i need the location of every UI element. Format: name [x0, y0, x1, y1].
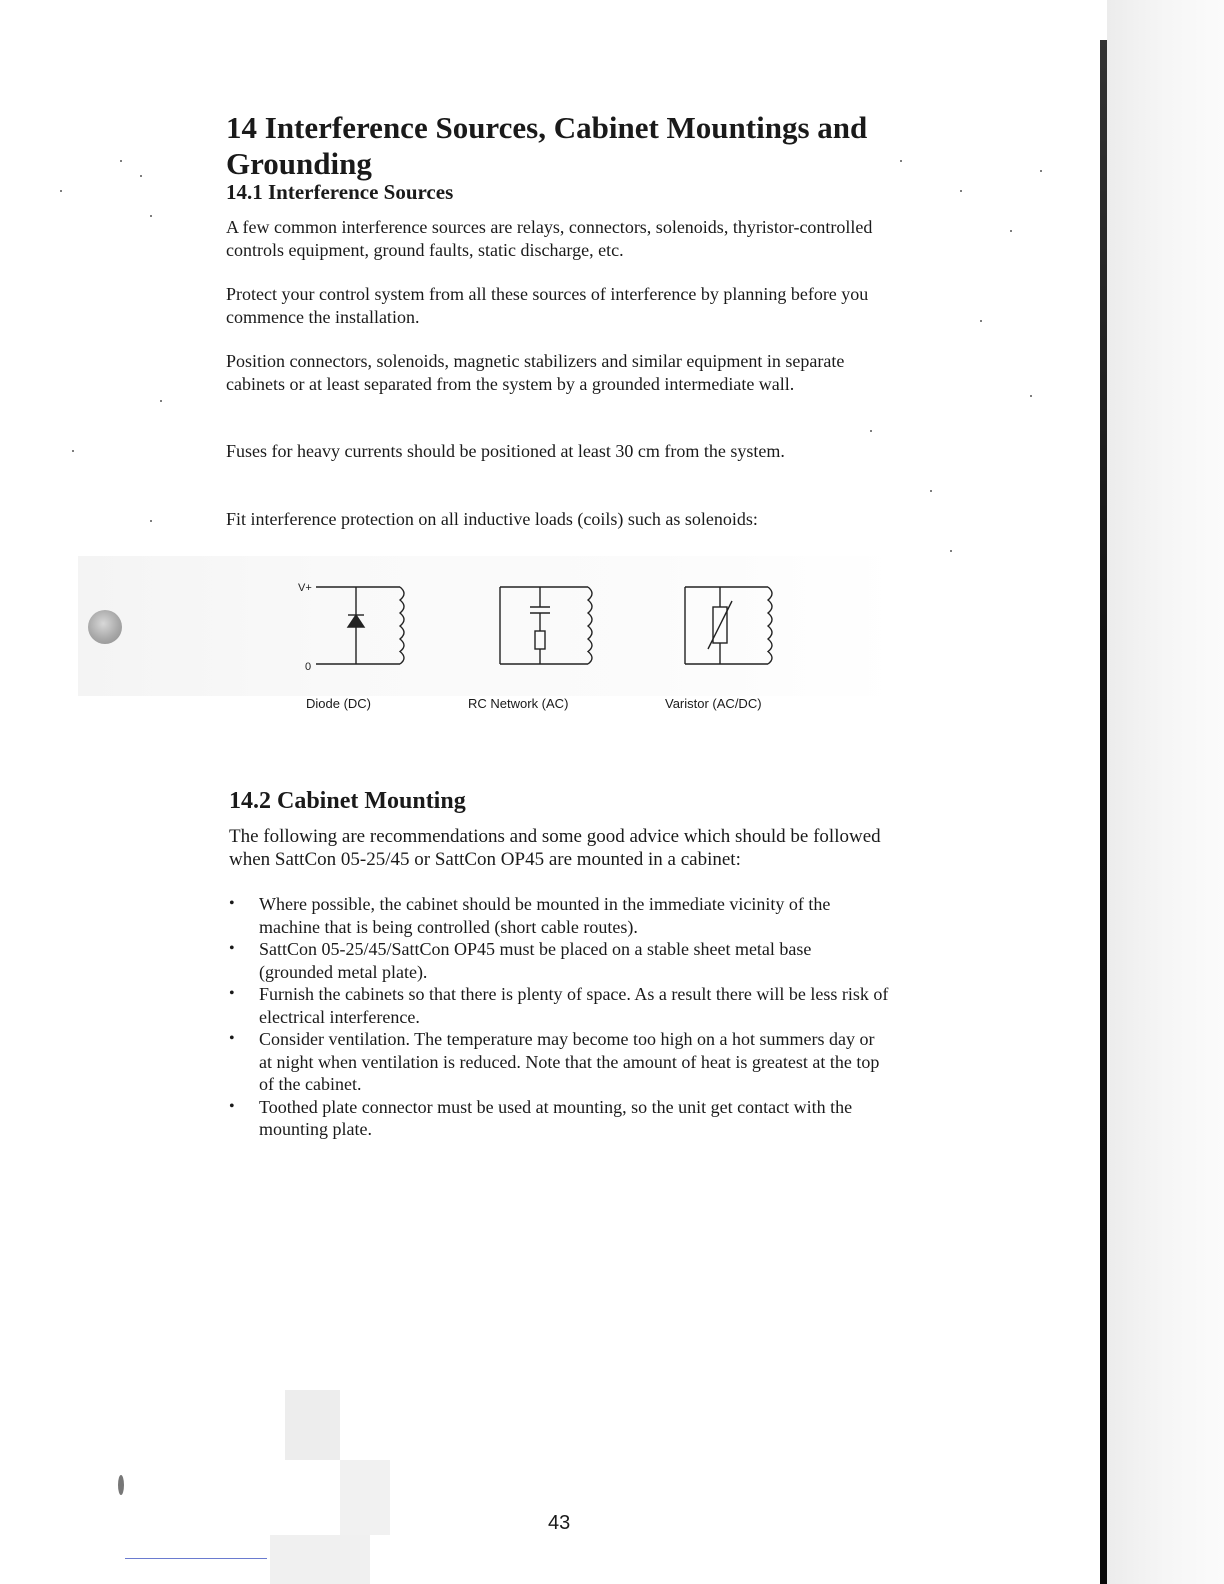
list-item-text: Where possible, the cabinet should be mounted in the immediate vicinity of the machine that is being controlled (short cable routes).: [259, 894, 831, 937]
scan-artifact: [118, 1475, 124, 1495]
scan-artifact: [270, 1535, 370, 1584]
scan-artifact: [285, 1390, 340, 1460]
punch-hole: [88, 610, 122, 644]
subsection-title-cabinet: 14.2 Cabinet Mounting: [229, 788, 466, 814]
coil-icon: [400, 587, 404, 664]
scan-speck: [120, 160, 122, 162]
suppression-circuit-diagrams: [290, 575, 810, 675]
varistor-circuit: [685, 587, 772, 664]
bullet-icon: •: [229, 1097, 235, 1115]
bullet-icon: •: [229, 895, 235, 912]
diode-circuit: [298, 582, 404, 673]
scan-speck: [150, 520, 152, 522]
diode-icon: [348, 615, 364, 627]
bullet-icon: •: [229, 940, 235, 957]
scan-speck: [160, 400, 162, 402]
ground-label: 0: [305, 661, 312, 673]
supply-label: V+: [298, 582, 312, 594]
scan-edge-shadow: [1107, 0, 1224, 1584]
scan-speck: [950, 550, 952, 552]
subsection-title-interference: 14.1 Interference Sources: [226, 180, 454, 204]
scan-speck: [60, 190, 62, 192]
scan-speck: [980, 320, 982, 322]
paragraph-fuses: Fuses for heavy currents should be positioned at least 30 cm from the system.: [226, 441, 785, 461]
bullet-icon: •: [229, 1030, 235, 1047]
scan-speck: [1040, 170, 1042, 172]
scan-speck: [140, 175, 142, 177]
list-item: [229, 1028, 889, 1096]
scan-speck: [960, 190, 962, 192]
list-item-text: Toothed plate connector must be used at mounting, so the unit get contact with the mounting plate.: [259, 1096, 853, 1139]
list-item: [229, 1096, 889, 1141]
scan-artifact: [125, 1558, 267, 1559]
page-number: 43: [548, 1512, 571, 1534]
caption-rc-network: RC Network (AC): [468, 696, 569, 711]
caption-diode: Diode (DC): [306, 696, 372, 711]
caption-varistor: Varistor (AC/DC): [665, 696, 762, 711]
paragraph-position-equipment: Position connectors, solenoids, magnetic stabilizers and similar equipment in separate cabinets or at least separated from the system by a grounded intermediate wall.: [226, 351, 845, 394]
paragraph-fit-protection: Fit interference protection on all inductive loads (coils) such as solenoids:: [226, 509, 758, 529]
section-title: 14 Interference Sources, Cabinet Mountings and Grounding: [226, 110, 868, 181]
paragraph-protect-system: Protect your control system from all these sources of interference by planning before you commence the installation.: [226, 284, 869, 327]
list-item: [229, 983, 889, 1028]
coil-icon: [768, 587, 772, 664]
list-item-text: SattCon 05-25/45/SattCon OP45 must be placed on a stable sheet metal base (grounded metal plate).: [259, 939, 812, 982]
scan-speck: [930, 490, 932, 492]
scan-speck: [150, 215, 152, 217]
scan-speck: [1030, 395, 1032, 397]
scan-speck: [870, 430, 872, 432]
list-item: [229, 893, 889, 938]
list-item-text: Consider ventilation. The temperature may become too high on a hot summers day or at night when ventilation is reduced. Note that the amount of heat is greatest at the top of the cabinet.: [259, 1029, 880, 1094]
scan-artifact: [340, 1460, 390, 1535]
paragraph-interference-sources: A few common interference sources are relays, connectors, solenoids, thyristor-controlled controls equipment, ground faults, static discharge, etc.: [226, 217, 873, 260]
coil-icon: [588, 587, 592, 664]
bullet-icon: •: [229, 985, 235, 1002]
scan-speck: [72, 450, 74, 452]
resistor-icon: [535, 631, 545, 649]
scan-speck: [1010, 230, 1012, 232]
list-item: [229, 938, 889, 983]
cabinet-recommendations-list: [229, 893, 889, 1141]
rc-network-circuit: [500, 587, 592, 664]
paragraph-cabinet-intro: The following are recommendations and some good advice which should be followed when SattCon 05-25/45 or SattCon OP45 are mounted in a cabinet:: [229, 826, 881, 870]
scan-binding-edge: [1100, 40, 1107, 1584]
list-item-text: Furnish the cabinets so that there is plenty of space. As a result there will be less risk of electrical interference.: [259, 984, 889, 1027]
